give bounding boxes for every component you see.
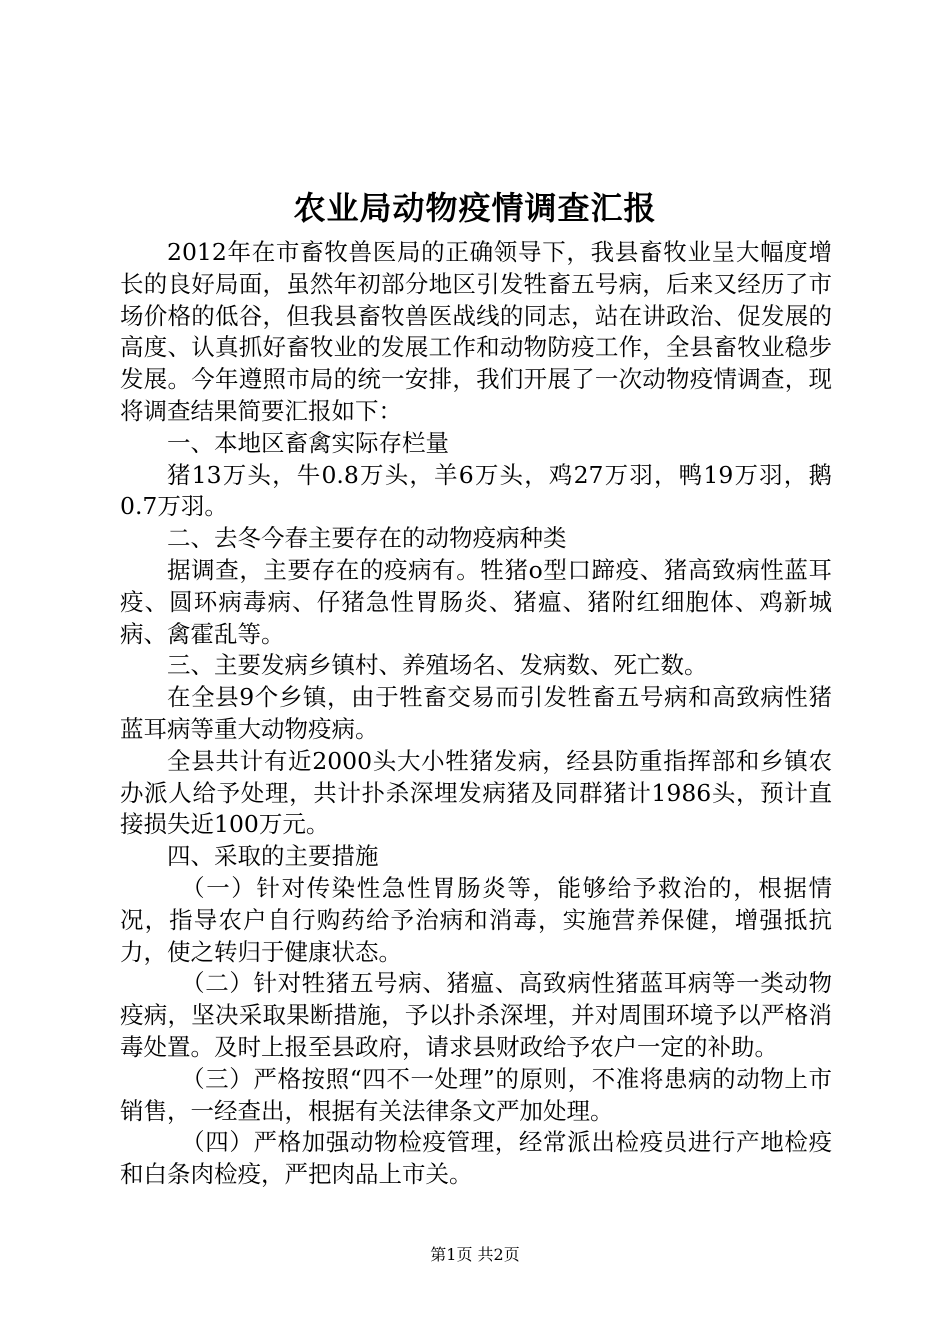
- section-heading-3: 三、主要发病乡镇村、养殖场名、发病数、死亡数。: [167, 651, 708, 680]
- livestock-paragraph: 猪13万头，牛0.8万头，羊6万头，鸡27万羽，鸭19万羽，鹅0.7万羽。: [120, 460, 832, 521]
- outbreak-area-paragraph: 在全县9个乡镇，由于牲畜交易而引发牲畜五号病和高致病性猪蓝耳病等重大动物疫病。: [120, 683, 832, 743]
- section-heading-4: 四、采取的主要措施: [167, 842, 379, 871]
- section-heading-1: 一、本地区畜禽实际存栏量: [167, 428, 449, 457]
- measure-item-2: （二）针对牲猪五号病、猪瘟、高致病性猪蓝耳病等一类动物疫病，坚决采取果断措施，予以扑杀深埋，并对周围环境予以严格消毒处置。及时上报至县政府，请求县财政给予农户一定的补助。: [120, 969, 832, 1061]
- page-footer: 第1页 共2页: [430, 1245, 520, 1264]
- disease-types-paragraph: 据调查，主要存在的疫病有。牲猪o型口蹄疫、猪高致病性蓝耳疫、圆环病毒病、仔猪急性胃肠炎、猪瘟、猪附红细胞体、鸡新城病、禽霍乱等。: [120, 555, 832, 648]
- section-heading-2: 二、去冬今春主要存在的动物疫病种类: [167, 524, 567, 553]
- document-title: 农业局动物疫情调查汇报: [293, 189, 657, 227]
- measure-item-4: （四）严格加强动物检疫管理，经常派出检疫员进行产地检疫和白条肉检疫，严把肉品上市关。: [120, 1128, 832, 1189]
- measure-item-1: （一）针对传染性急性胃肠炎等，能够给予救治的，根据情况，指导农户自行购药给予治病和消毒，实施营养保健，增强抵抗力，使之转归于健康状态。: [120, 873, 832, 966]
- measure-item-3: （三）严格按照“四不一处理”的原则，不准将患病的动物上市销售，一经查出，根据有关法律条文严加处理。: [120, 1064, 832, 1125]
- document-body: [120, 237, 832, 1191]
- intro-paragraph: 2012年在市畜牧兽医局的正确领导下，我县畜牧业呈大幅度增长的良好局面，虽然年初部分地区引发牲畜五号病，后来又经历了市场价格的低谷，但我县畜牧兽医战线的同志，站在讲政治、促发展的高度、认真抓好畜牧业的发展工作和动物防疫工作，全县畜牧业稳步发展。今年遵照市局的统一安排，我们开展了一次动物疫情调查，现将调查结果简要汇报如下：: [120, 238, 832, 425]
- outbreak-loss-paragraph: 全县共计有近2000头大小牲猪发病，经县防重指挥部和乡镇农办派人给予处理，共计扑杀深埋发病猪及同群猪计1986头，预计直接损失近100万元。: [120, 746, 832, 839]
